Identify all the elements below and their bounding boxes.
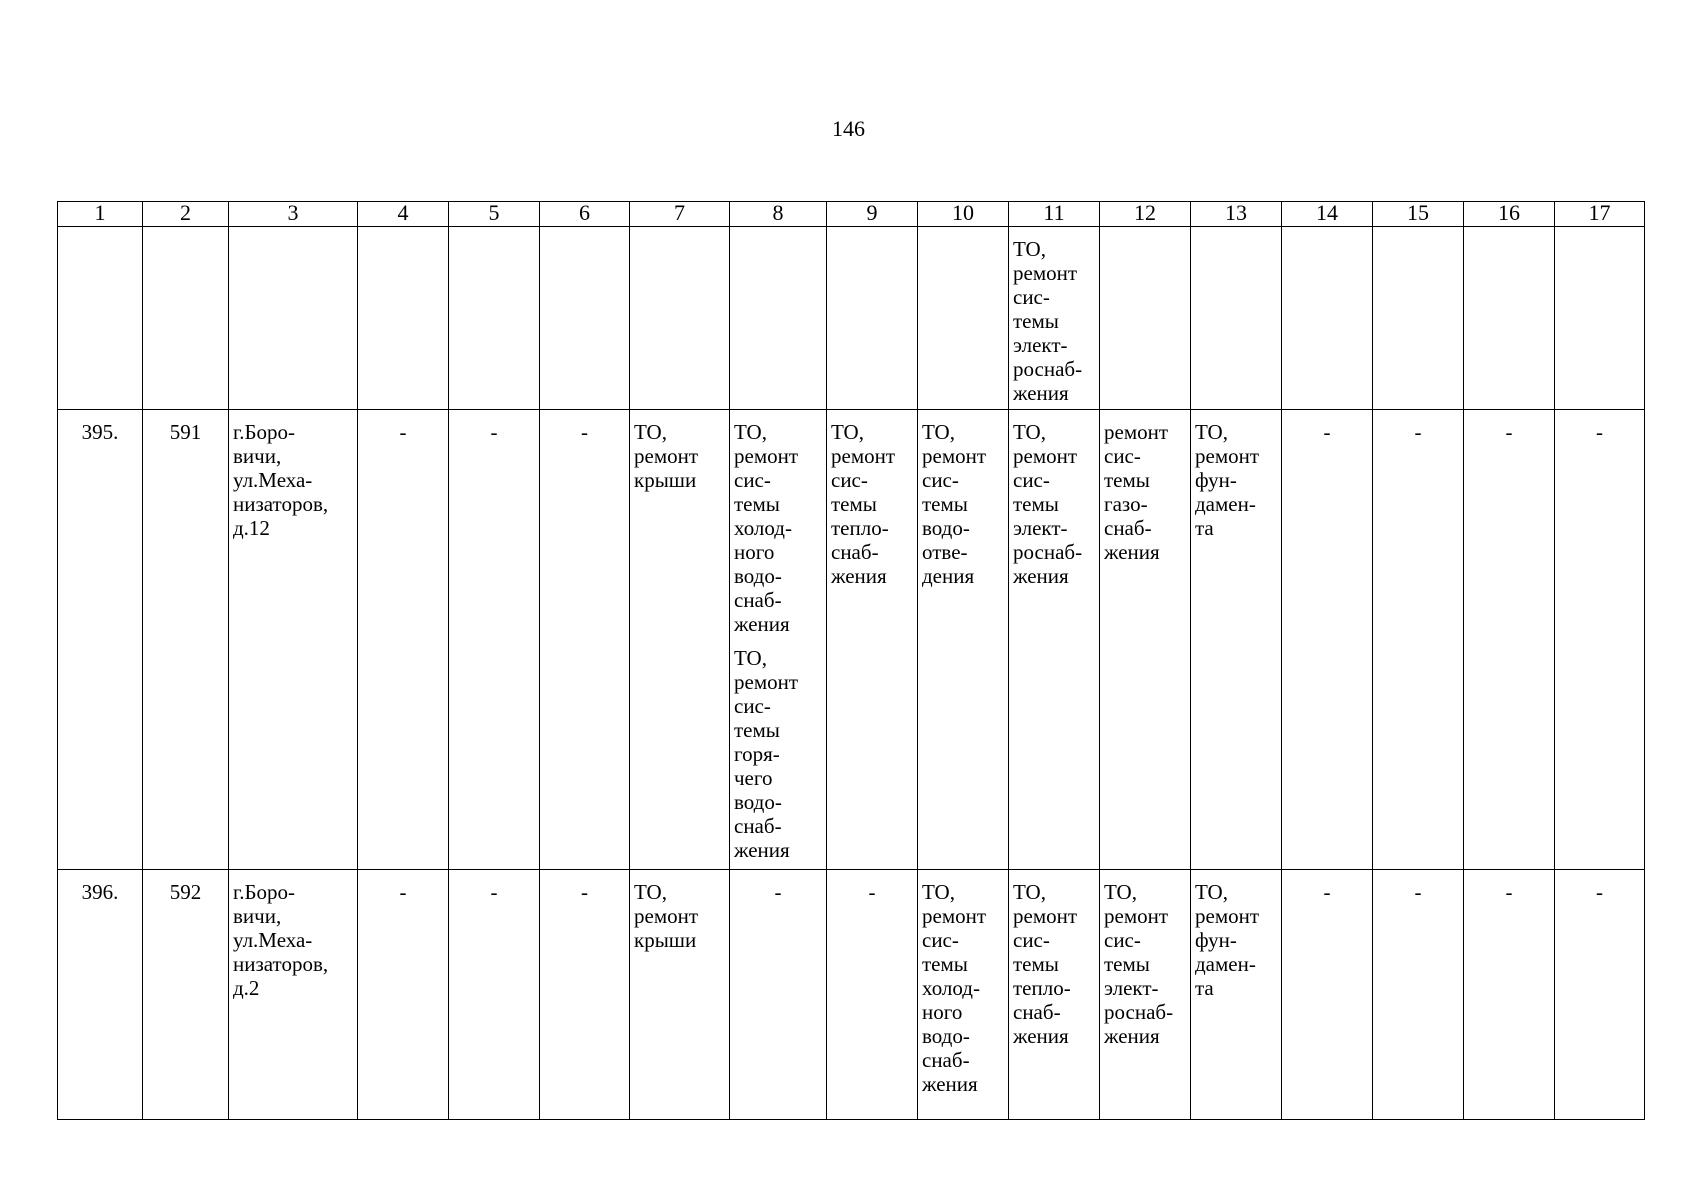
table-cell	[540, 227, 630, 410]
table-cell: -	[358, 870, 449, 1120]
column-header: 15	[1373, 202, 1464, 227]
table-cell: ТО, ремонт сис- темы элект- роснаб- жения	[1100, 870, 1191, 1120]
row-code: 592	[143, 870, 229, 1120]
row-address: г.Боро- вичи, ул.Меха- низаторов, д.2	[229, 870, 358, 1120]
table-cell: ТО, ремонт фун- дамен- та	[1191, 870, 1282, 1120]
table-cell	[630, 227, 730, 410]
table-cell	[58, 227, 143, 410]
column-header: 16	[1464, 202, 1555, 227]
table-cell: -	[540, 870, 630, 1120]
table-cell: ТО, ремонт крыши	[630, 410, 730, 870]
table-cell: -	[1373, 410, 1464, 870]
row-number: 395.	[58, 410, 143, 870]
column-header: 14	[1282, 202, 1373, 227]
table-cell	[1373, 227, 1464, 410]
table-row-continuation	[58, 227, 1645, 410]
column-header: 12	[1100, 202, 1191, 227]
table-cell: -	[358, 410, 449, 870]
column-header: 6	[540, 202, 630, 227]
table-cell: -	[1282, 410, 1373, 870]
column-header: 9	[827, 202, 918, 227]
table-cell: ТО, ремонт сис- темы тепло- снаб- жения	[827, 410, 918, 870]
table-cell: ТО, ремонт сис- темы холод- ного водо- снаб- жения	[918, 870, 1009, 1120]
column-header: 5	[449, 202, 540, 227]
column-header: 13	[1191, 202, 1282, 227]
table-cell	[449, 227, 540, 410]
table-header-row	[58, 202, 1645, 227]
table-cell: -	[449, 410, 540, 870]
table-cell: -	[1282, 870, 1373, 1120]
column-header: 2	[143, 202, 229, 227]
column-header: 4	[358, 202, 449, 227]
table-row	[58, 410, 1645, 870]
table-cell	[1009, 227, 1100, 410]
table-cell: ТО, ремонт сис- темы элект- роснаб- жения	[1009, 410, 1100, 870]
table-cell: ТО, ремонт крыши	[630, 870, 730, 1120]
table-cell: -	[1464, 870, 1555, 1120]
column-header: 8	[730, 202, 827, 227]
table-cell	[730, 410, 827, 870]
table-cell: -	[449, 870, 540, 1120]
cell-text: ТО, ремонт сис- темы холод- ного водо- снаб- жения	[734, 420, 799, 636]
table-cell: -	[730, 870, 827, 1120]
column-header: 7	[630, 202, 730, 227]
table-cell: -	[1555, 410, 1645, 870]
row-code: 591	[143, 410, 229, 870]
table-cell	[143, 227, 229, 410]
table-cell	[827, 227, 918, 410]
table-cell: ТО, ремонт фун- дамен- та	[1191, 410, 1282, 870]
table-cell	[918, 227, 1009, 410]
table-cell	[229, 227, 358, 410]
repair-schedule-table	[57, 201, 1645, 1120]
table-cell: -	[1373, 870, 1464, 1120]
table-cell: -	[827, 870, 918, 1120]
table-cell	[358, 227, 449, 410]
column-header: 3	[229, 202, 358, 227]
cell-text: ТО, ремонт сис- темы элект- роснаб- жения	[1013, 237, 1083, 405]
page-number: 146	[832, 116, 865, 141]
column-header: 10	[918, 202, 1009, 227]
table-cell: -	[540, 410, 630, 870]
table-cell	[1100, 227, 1191, 410]
table-cell	[1282, 227, 1373, 410]
table-cell: -	[1555, 870, 1645, 1120]
table-cell	[1464, 227, 1555, 410]
cell-text: ТО, ремонт сис- темы горя- чего водо- снаб- жения	[734, 646, 799, 862]
table-cell	[1191, 227, 1282, 410]
row-address: г.Боро- вичи, ул.Меха- низаторов, д.12	[229, 410, 358, 870]
table-cell	[1555, 227, 1645, 410]
column-header: 11	[1009, 202, 1100, 227]
column-header: 17	[1555, 202, 1645, 227]
table-cell: ремонт сис- темы газо- снаб- жения	[1100, 410, 1191, 870]
column-header: 1	[58, 202, 143, 227]
row-number: 396.	[58, 870, 143, 1120]
table-row	[58, 870, 1645, 1120]
table-cell	[730, 227, 827, 410]
table-cell: -	[1464, 410, 1555, 870]
table-cell: ТО, ремонт сис- темы тепло- снаб- жения	[1009, 870, 1100, 1120]
table-cell: ТО, ремонт сис- темы водо- отве- дения	[918, 410, 1009, 870]
